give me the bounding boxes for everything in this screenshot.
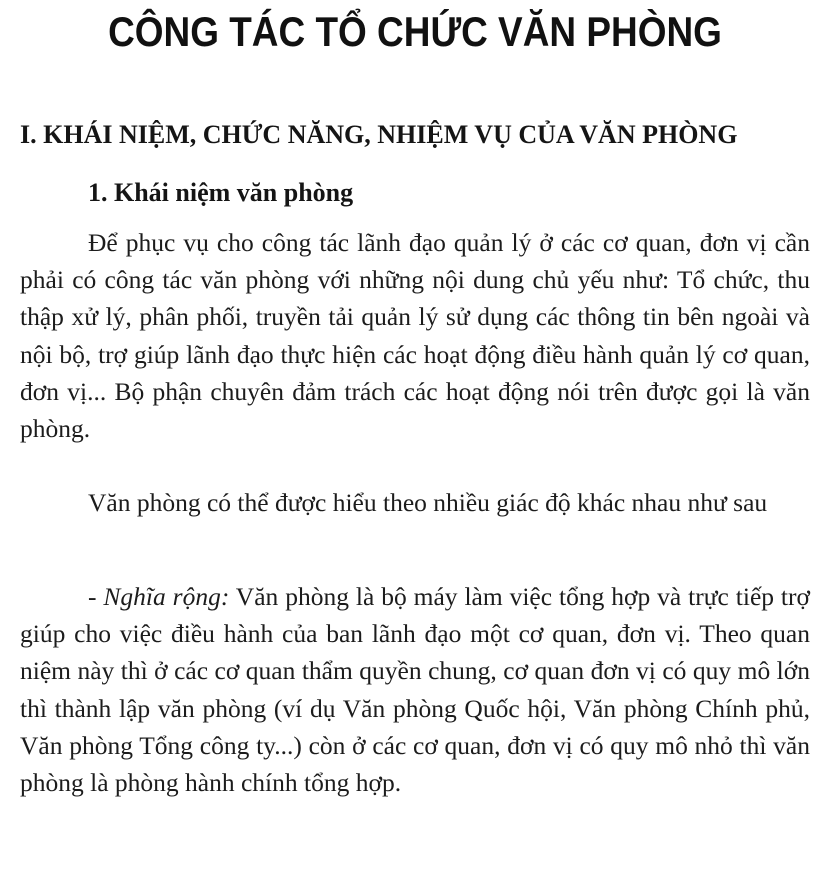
paragraph-lead-term: - Nghĩa rộng: <box>88 582 230 611</box>
paragraph-perspectives <box>20 484 810 521</box>
sub-heading: 1. Khái niệm văn phòng <box>88 178 354 207</box>
paragraph-text: Văn phòng có thể được hiểu theo nhiều giác độ khác nhau như sau <box>88 488 768 517</box>
section-heading: I. KHÁI NIỆM, CHỨC NĂNG, NHIỆM VỤ CỦA VĂN PHÒNG <box>20 120 738 149</box>
paragraph-broad-meaning <box>20 578 810 801</box>
paragraph-text: Văn phòng là bộ máy làm việc tổng hợp và trực tiếp trợ giúp cho việc điều hành của ban lãnh đạo một cơ quan, đơn vị. Theo quan niệm này thì ở các cơ quan thẩm quyền chung, cơ quan đơn vị có quy mô lớn thì thành lập văn phòng (ví dụ Văn phòng Quốc hội, Văn phòng Chính phủ, Văn phòng Tổng công ty...) còn ở các cơ quan, đơn vị có quy mô nhỏ thì văn phòng là phòng hành chính tổng hợp. <box>20 582 810 798</box>
paragraph-definition <box>20 224 810 447</box>
page-title: CÔNG TÁC TỔ CHỨC VĂN PHÒNG <box>108 8 722 55</box>
paragraph-text: Để phục vụ cho công tác lãnh đạo quản lý ở các cơ quan, đơn vị cần phải có công tác văn phòng với những nội dung chủ yếu như: Tổ chức, thu thập xử lý, phân phối, truyền tải quản lý sử dụng các thông tin bên ngoài và nội bộ, trợ giúp lãnh đạo thực hiện các hoạt động điều hành quản lý cơ quan, đơn vị... Bộ phận chuyên đảm trách các hoạt động nói trên được gọi là văn phòng. <box>20 228 810 444</box>
